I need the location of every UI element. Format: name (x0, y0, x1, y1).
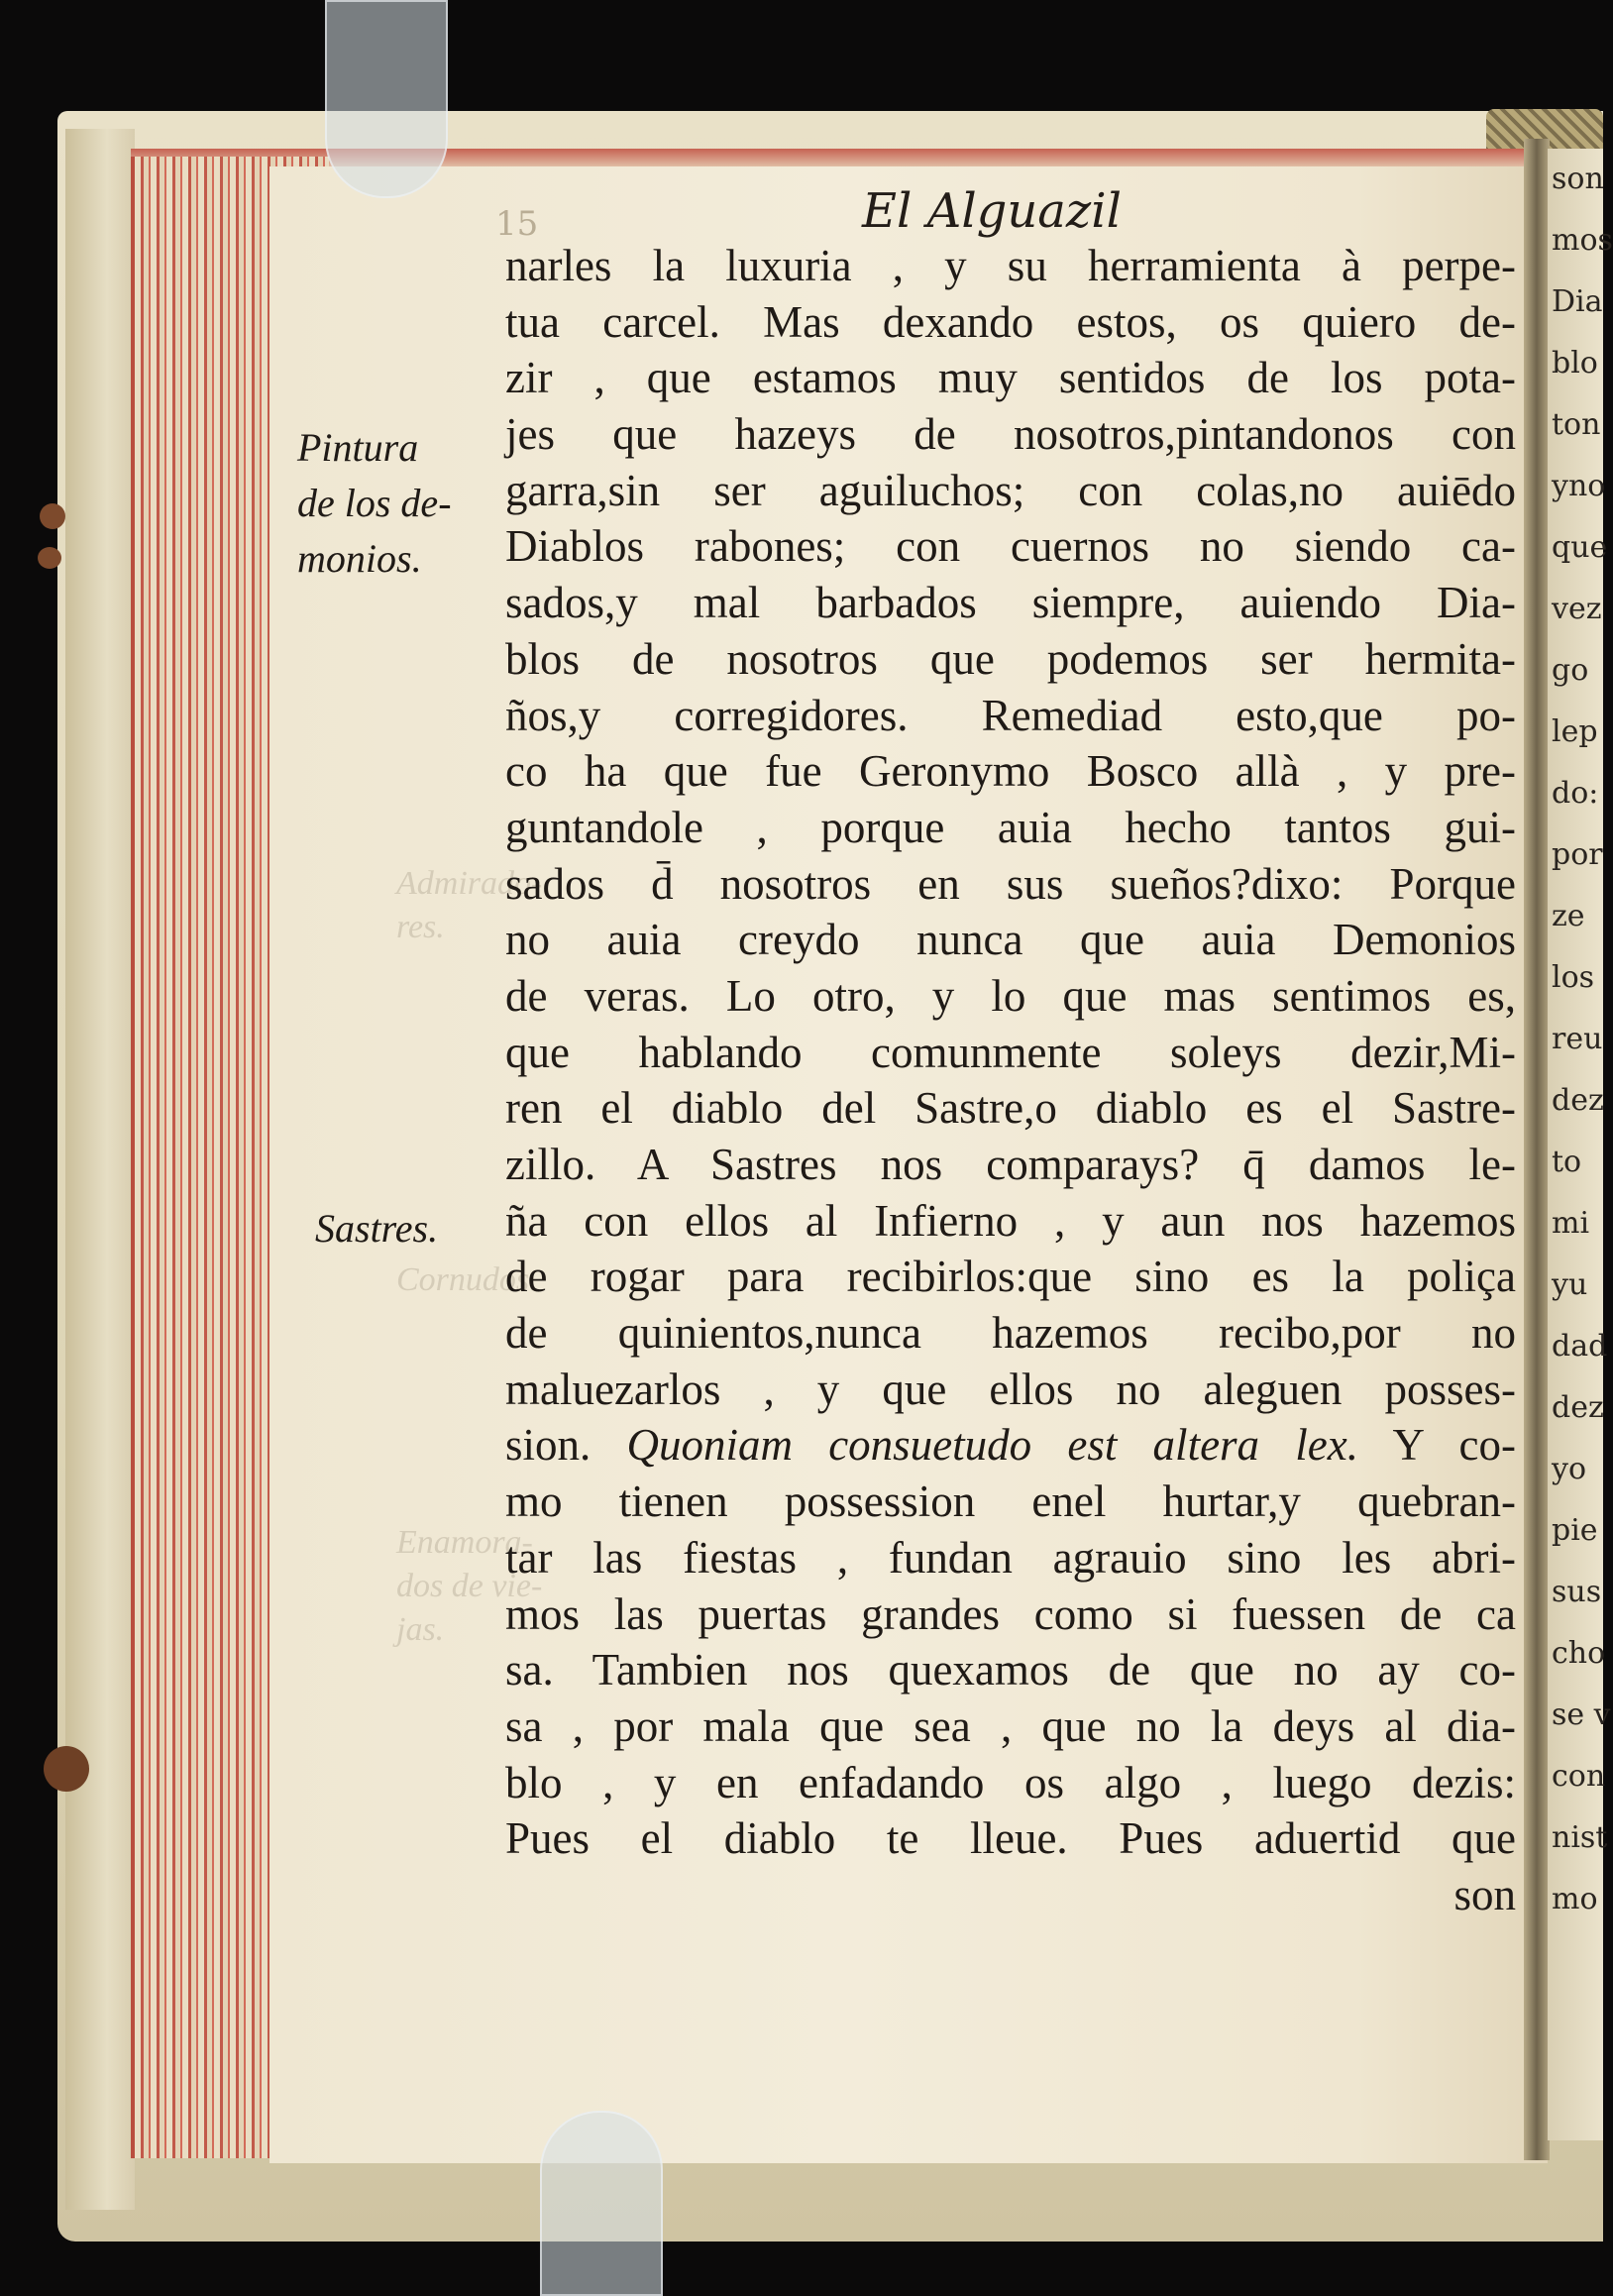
facing-page-fragment: to (1552, 1145, 1582, 1179)
ghost-line: Cornudos. (396, 1261, 538, 1298)
facing-page-fragment: son (1552, 162, 1604, 196)
text-line: sados d̄ nosotros en sus sueños?dixo: Porque (505, 858, 1516, 909)
text-line: de rogar para recibirlos:que sino es la poliça (505, 1252, 1516, 1302)
facing-page (1548, 149, 1613, 2140)
text-line: maluezarlos , y que ellos no aleguen posses- (505, 1364, 1516, 1414)
facing-page-fragment: por (1552, 837, 1603, 872)
text-line: mo tienen possession enel hurtar,y quebran- (505, 1476, 1516, 1527)
facing-page-fragment: dez (1552, 1083, 1604, 1118)
text-line: narles la luxuria , y su herramienta à perpe- (505, 241, 1516, 290)
facing-page-fragment: blo (1552, 346, 1598, 381)
text-line: de quinientos,nunca hazemos recibo,por no (505, 1308, 1516, 1359)
latin-phrase: Quoniam consuetudo est altera lex. (626, 1420, 1358, 1471)
facing-page-fragment: que (1552, 530, 1608, 565)
margin-note-pintura (297, 420, 510, 587)
text-fragment: Y co- (1357, 1420, 1517, 1471)
facing-page-fragment: reu (1552, 1022, 1603, 1056)
text-line: sa , por mala que sea , que no la deys al dia- (505, 1700, 1516, 1751)
facing-page-fragment: do: (1552, 776, 1599, 811)
text-line: zir , que estamos muy sentidos de los pota- (505, 353, 1516, 403)
facing-page-fragment: mi (1552, 1206, 1590, 1241)
facing-page-fragment: go (1552, 653, 1589, 688)
page-clip-bottom (540, 2111, 663, 2296)
running-head: El Alguazil (862, 183, 1122, 239)
catchword: son (1453, 1869, 1516, 1919)
facing-page-fragment: ton (1552, 407, 1601, 442)
text-line: sa. Tambien nos quexamos de que no ay co- (505, 1645, 1516, 1695)
text-line: que hablando comunmente soleys dezir,Mi- (505, 1027, 1516, 1077)
text-line: ren el diablo del Sastre,o diablo es el Sastre- (505, 1083, 1516, 1134)
margin-note-line: Pintura (297, 425, 419, 470)
facing-page-fragment: Dia (1552, 284, 1603, 319)
text-line: blos de nosotros que podemos ser hermita- (505, 633, 1516, 684)
facing-page-fragment: cho (1552, 1636, 1606, 1671)
text-line: co ha que fue Geronymo Bosco allà , y pre- (505, 746, 1516, 797)
margin-note-line: de los de- (297, 481, 452, 525)
facing-page-fragment: se v (1552, 1697, 1611, 1732)
ghost-line: res. (396, 909, 445, 945)
facing-page-fragment: ze (1552, 899, 1585, 933)
text-line: Pues el diablo te lleue. Pues aduertid que (505, 1813, 1516, 1864)
facing-page-fragment: mo (1552, 1882, 1598, 1916)
facing-page-fragment: yo (1552, 1452, 1587, 1486)
text-line: Diablos rabones; con cuernos no siendo ca- (505, 521, 1516, 572)
text-fragment: sion. (505, 1420, 591, 1471)
text-line: blo , y en enfadando os algo , luego dezis: (505, 1757, 1516, 1807)
facing-page-fragment: yno (1552, 469, 1606, 503)
facing-page-fragment: dad (1552, 1329, 1608, 1364)
facing-page-fragment: mos (1552, 223, 1613, 258)
text-line: no auia creydo nunca que auia Demonios (505, 915, 1516, 965)
facing-page-fragment: dez (1552, 1390, 1604, 1425)
margin-note-line: monios. (297, 536, 422, 581)
leather-tie (40, 503, 65, 529)
margin-note-sastres: Sastres. (315, 1206, 439, 1251)
facing-page-fragment: vez (1552, 592, 1602, 626)
ghost-line: Admirado- (396, 865, 543, 902)
facing-page-fragments (1548, 149, 1613, 1930)
facing-page-fragment: yu (1552, 1267, 1588, 1302)
facing-page-fragment: los (1552, 960, 1595, 995)
facing-page-fragment: con (1552, 1759, 1606, 1794)
vellum-fold (65, 129, 135, 2210)
gutter (1524, 139, 1550, 2160)
text-line: garra,sin ser aguiluchos; con colas,no auiēdo (505, 465, 1516, 515)
text-line: tua carcel. Mas dexando estos, os quiero de- (505, 296, 1516, 347)
facing-page-fragment: lep (1552, 714, 1598, 749)
text-line: tar las fiestas , fundan agrauio sino les abri- (505, 1532, 1516, 1583)
leather-tie (38, 547, 61, 569)
text-line: de veras. Lo otro, y lo que mas sentimos es, (505, 970, 1516, 1021)
text-line: guntandole , porque auia hecho tantos gui- (505, 802, 1516, 852)
text-line: mos las puertas grandes como si fuessen de ca (505, 1588, 1516, 1639)
leather-tie (44, 1746, 89, 1792)
ghost-line: jas. (396, 1611, 445, 1648)
text-block (505, 238, 1516, 1923)
ghost-line: Enamora- (396, 1524, 533, 1561)
text-line: jes que hazeys de nosotros,pintandonos con (505, 409, 1516, 460)
text-line: sados,y mal barbados siempre, auiendo Dia- (505, 578, 1516, 628)
page-clip-top (325, 0, 448, 198)
text-line: ños,y corregidores. Remediad esto,que po- (505, 690, 1516, 740)
facing-page-fragment: sus (1552, 1575, 1602, 1609)
text-line: zillo. A Sastres nos comparays? q̄ damos le- (505, 1140, 1516, 1189)
facing-page-fragment: nist (1552, 1820, 1608, 1855)
ghost-line: dos de vie- (396, 1568, 543, 1604)
facing-page-fragment: pie (1552, 1513, 1598, 1548)
text-line-latin (505, 1417, 1516, 1474)
page-number-ghost: 15 (495, 204, 539, 244)
text-line: ña con ellos al Infierno , y aun nos hazemos (505, 1195, 1516, 1246)
